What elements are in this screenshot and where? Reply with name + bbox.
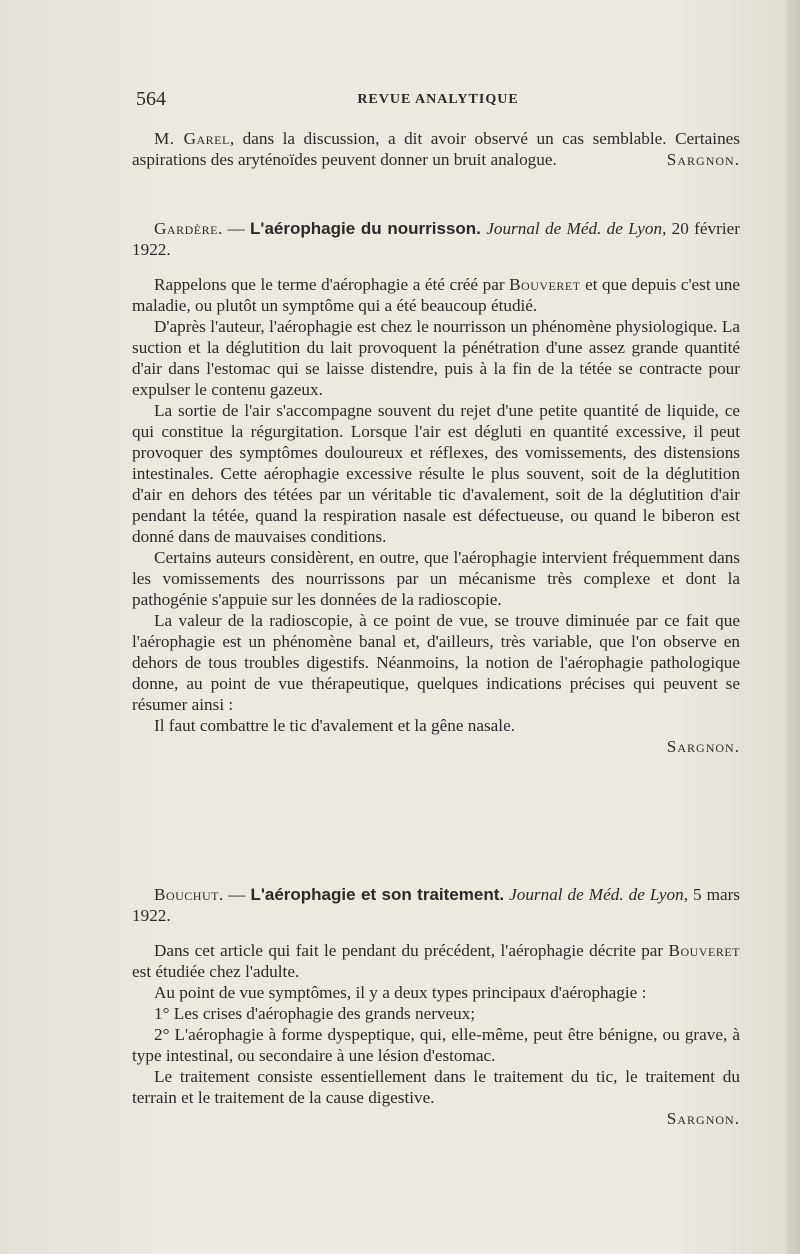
paragraph: Rappelons que le terme d'aérophagie a été créé par Bouveret et que depuis c'est une maladie, ou plutôt un symptôme qui a été beaucoup étudié. [132,275,741,315]
paragraph: Au point de vue symptômes, il y a deux types principaux d'aérophagie : [154,983,647,1002]
signature: Sargnon. [666,1109,740,1128]
signature: Sargnon. [666,150,740,169]
author-name: Gardère [154,219,218,238]
paragraph: Le traitement consiste essentiellement dans le traitement du tic, le traitement du terrain et le traitement de la cause digestive. [132,1067,740,1107]
paragraph: Certains auteurs considèrent, en outre, que l'aérophagie intervient fréquemment dans les vomissements des nourrissons par un mécanisme très complexe et dont la pathogénie s'appuie sur les données de la radioscopie. [132,548,740,609]
article-heading: Gardère. — L'aérophagie du nourrisson. Journal de Méd. de Lyon, 20 février 1922. [132,219,740,259]
journal-name: Journal de Méd. de Lyon [486,219,663,238]
page-edge-shadow [786,0,800,1254]
cited-name: Bouveret [509,275,581,294]
paragraph: La sortie de l'air s'accompagne souvent du rejet d'une petite quantité de liquide, ce qui constitue la régurgitation. Lorsque l'air est dégluti en quantité excessive, il peut provoquer des symptômes douloureux et réflexes, des vomissements, des distensions intestinales. Cette aérophagie excessive résulte le plus souvent, soit de la déglutition d'air en dehors des tétées par un véritable tic d'avalement, soit de la déglutition d'air pendant la tétée, quand la respiration nasale est défectueuse, ou quand le biberon est donné dans de mauvaises conditions. [132,401,740,546]
discussion-note [132,128,740,170]
list-item: 2° L'aérophagie à forme dyspeptique, qui, elle-même, peut être bénigne, ou grave, à type intestinal, ou secondaire à une lésion d'estomac. [132,1025,740,1065]
article-title: L'aérophagie et son traitement. [250,885,505,904]
publication-date: , 20 février 1922. [132,219,740,259]
article-gardere [132,218,740,757]
journal-name: Journal de Méd. de Lyon [509,885,684,904]
publication-date: , 5 mars 1922. [132,885,740,925]
page-header [136,88,740,112]
paragraph-text: , dans la discussion, a dit avoir observé un cas semblable. Certaines aspirations des aryténoïdes peuvent donner un bruit analogue. [132,129,740,169]
running-title: REVUE ANALYTIQUE [357,92,519,107]
cited-name: Bouveret [668,941,740,960]
article-bouchut [132,884,740,1129]
paragraph: Il faut combattre le tic d'avalement et la gêne nasale. [154,716,515,735]
paragraph: La valeur de la radioscopie, à ce point de vue, se trouve diminuée par ce fait que l'aérophagie est un phénomène banal et, d'ailleurs, très variable, que l'on observe en dehors de tous troubles digestifs. Néanmoins, la notion de l'aérophagie pathologique donne, au point de vue thérapeutique, quelques indications précises qui peuvent se résumer ainsi : [132,611,740,714]
article-heading: Bouchut. — L'aérophagie et son traitement. Journal de Méd. de Lyon, 5 mars 1922. [132,885,740,925]
author-name: Bouchut [154,885,219,904]
article-title: L'aérophagie du nourrisson. [250,219,481,238]
paragraph: Dans cet article qui fait le pendant du précédent, l'aérophagie décrite par Bouveret est étudiée chez l'adulte. [132,941,740,981]
author-name: M. Garel [154,129,230,148]
paragraph: D'après l'auteur, l'aérophagie est chez le nourrisson un phénomène physiologique. La suction et la déglutition du lait provoquent la pénétration d'une assez grande quantité d'air dans l'estomac qui se laisse distendre, puis à la fin de la tétée se contracte pour expulser le contenu gazeux. [132,317,740,399]
list-item: 1° Les crises d'aérophagie des grands nerveux; [154,1004,476,1023]
signature: Sargnon. [666,737,740,756]
page-number: 564 [136,88,166,110]
